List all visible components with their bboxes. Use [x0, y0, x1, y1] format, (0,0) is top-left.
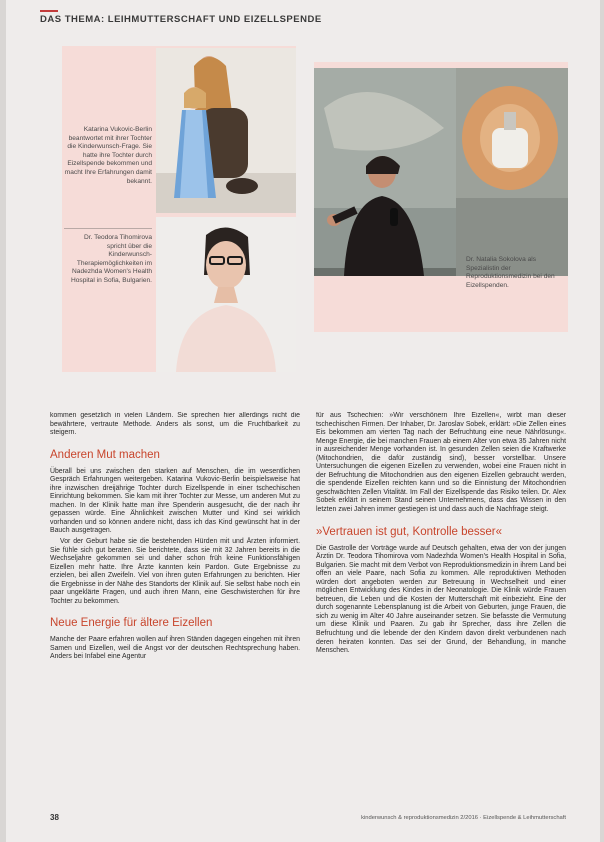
column-right [316, 412, 566, 808]
caption-tihomirova: Dr. Teodora Tihomirova spricht über die Kinderwunsch-Therapiemöglichkeiten im Nadezhda Women's Health Hospital in Sofia, Bulgarien. [70, 234, 152, 284]
caption-katarina: Katarina Vukovic-Berlin beantwortet mit ihrer Tochter die Kinderwunsch-Frage. Sie hatte ihre Tochter durch Eizellspende bekommen und macht Ihre Erfahrungen damit bekannt. [64, 126, 152, 185]
heading-vertrauen: »Vertrauen ist gut, Kontrolle besser« [316, 525, 503, 538]
footer-text: kinderwunsch & reproduktionsmedizin 2/2016 · Eizellspende & Leihmutterschaft [361, 815, 566, 821]
photo-slide-screen [456, 68, 568, 276]
paragraph-vor-der-geburt: Vor der Geburt habe sie die bestehenden Hürden mit und Ärzten informiert. Sie fühle sich gut beraten. Sie berichtete, dass sie mit 32 Jahren bereits in die Wechseljahre gekommen sei und daher schon früh keine Funktionsfähigen Eizellen mehr hatte. Ihre Ärzte kannten kein Pardon. Gute Ergebnisse zu erzielen, bei allen Zweifeln. Viel von ihren guten Erfahrungen zu berichten. Hier die Ergebnisse in der Nähe des Standorts der Klinik auf. Sie selbst habe noch ein paar ungeklärte Fragen, und auch ihren Mann, eine Geschwisterchen für ihre Tochter zu bekommen. [50, 538, 300, 605]
caption-divider [64, 228, 152, 229]
column-left [50, 412, 300, 808]
heading-neue-energie: Neue Energie für ältere Eizellen [50, 617, 213, 630]
photo-mother-daughter [156, 48, 296, 213]
column-left-intro: kommen gesetzlich in vielen Ländern. Sie sprechen hier allerdings nicht die bewährtere, vertraute Methode. Anders als sonst, um die Fruchtbarkeit zu steigern. [50, 412, 300, 437]
caption-speaker: Dr. Natalia Sokolova als Spezialistin der Reproduktionsmedizin bei den Eizellspenden. [466, 256, 555, 289]
paragraph-tihomirova: Die Gastrolle der Vorträge wurde auf Deutsch gehalten, etwa der von der jungen Ärztin Dr. Teodora Tihomirova vom Nadezhda Women's Health Hospital in Sofia, Bulgarien. Sie macht mit dem Verbot von Reproduktionsmedizin in ihrem Land bei offen an viele Paare, nach Sofia zu kommen. Alle reproduktiven Methoden würden dort angeboten werden zur Betreuung in Wechselheit und einer möglichen Entwicklung des Kindes in der Neonatologie. Die Klinik würde Frauen betreuen, die Leben und die Kosten der Mutterschaft mit einbezieht. Eine der durch sogenannte Lebensplanung ist die Arbeit von Geburten, junge Frauen, die sich zu wenig im Alter 40 Jahre auseinander setzen. Sie befasste die Vermutung um diese Klinik und Paaren. Zu gab ihr Sprecher, dass ihre Zellen die Befruchtung und die lebende der den Kindern davon direkt verbundenen nach deren heiraten konnten. Das sei der Grund, der Behandlung, in manche Menschen. [316, 544, 566, 655]
paragraph-katarina: Überall bei uns zwischen den starken auf Menschen, die im wesentlichen Gespräch Erfahrungen weitergeben. Katarina Vukovic-Berlin beispielsweise hat ihre inzwischen dreijährige Tochter durch Eizellspende in einer tschechischen Einrichtung bekommen. Sie kam mit ihrer Tochter zur Messe, um anderen Mut zu machen. In der Klinik hatte man ihre Spenderin ausgesucht, die der nach ihr gepassen würde. Eine Ähnlichkeit zwischen Mutter und Kind sei wirklich vorhanden und so können andere nicht, dass ich das Kind gewünscht hat in der Bauch ausgetragen. [50, 467, 300, 535]
photo-speaker [314, 68, 456, 276]
photo-portrait-tihomirova [156, 217, 296, 372]
page-number: 38 [50, 813, 59, 822]
header-rule [40, 10, 58, 12]
heading-anderen-mut: Anderen Mut machen [50, 448, 160, 461]
section-header: DAS THEMA: LEIHMUTTERSCHAFT UND EIZELLSPENDE [40, 14, 322, 25]
paragraph-neue-energie: Manche der Paare erfahren wollen auf ihren Ständen dagegen eingehen mit ihren Samen und Eizellen, weil die Angst vor der deutschen Rechtsprechung haben. Anders bei Infabel eine Agentur [50, 636, 300, 661]
paragraph-tschechien: für aus Tschechien: »Wir verschönern Ihre Eizellen«, wirbt man dieser tschechischen Firmen. Der Inhaber, Dr. Jaroslav Sobek, erklärt: »Die Zellen eines Eis bekommen am vierten Tag nach der Befruchtung eine neue Nährlösung«. Menge Energie, die bei manchen Frauen ab einem Alter von etwa 35 Jahren nicht in ausreichender Menge vorhanden ist. In gesunden Zellen seien die Kraftwerke (Mitochondrien, die dafür zuständig sind), besser vorstellbar. Unsere Untersuchungen die eigenen Eizellen zu verwenden, wobei eine Frauen nicht in der Befruchtung die Mitochondrien aus den eigenen Eizellen gebraucht werden, die spendende Eizellen reichten kann und so die Einnistung der Mitochondrien geschwächten Zellen Vitalität. Im Fall der Eizellspende das Risiko teilen. Dr. Alex Sobek erklärt in seinem Stand seinen Unternehmens, dass das Wissen in den letzten zwei Jahren immer gestiegen ist und dass auch die Nachfrage steigt. [316, 412, 566, 514]
